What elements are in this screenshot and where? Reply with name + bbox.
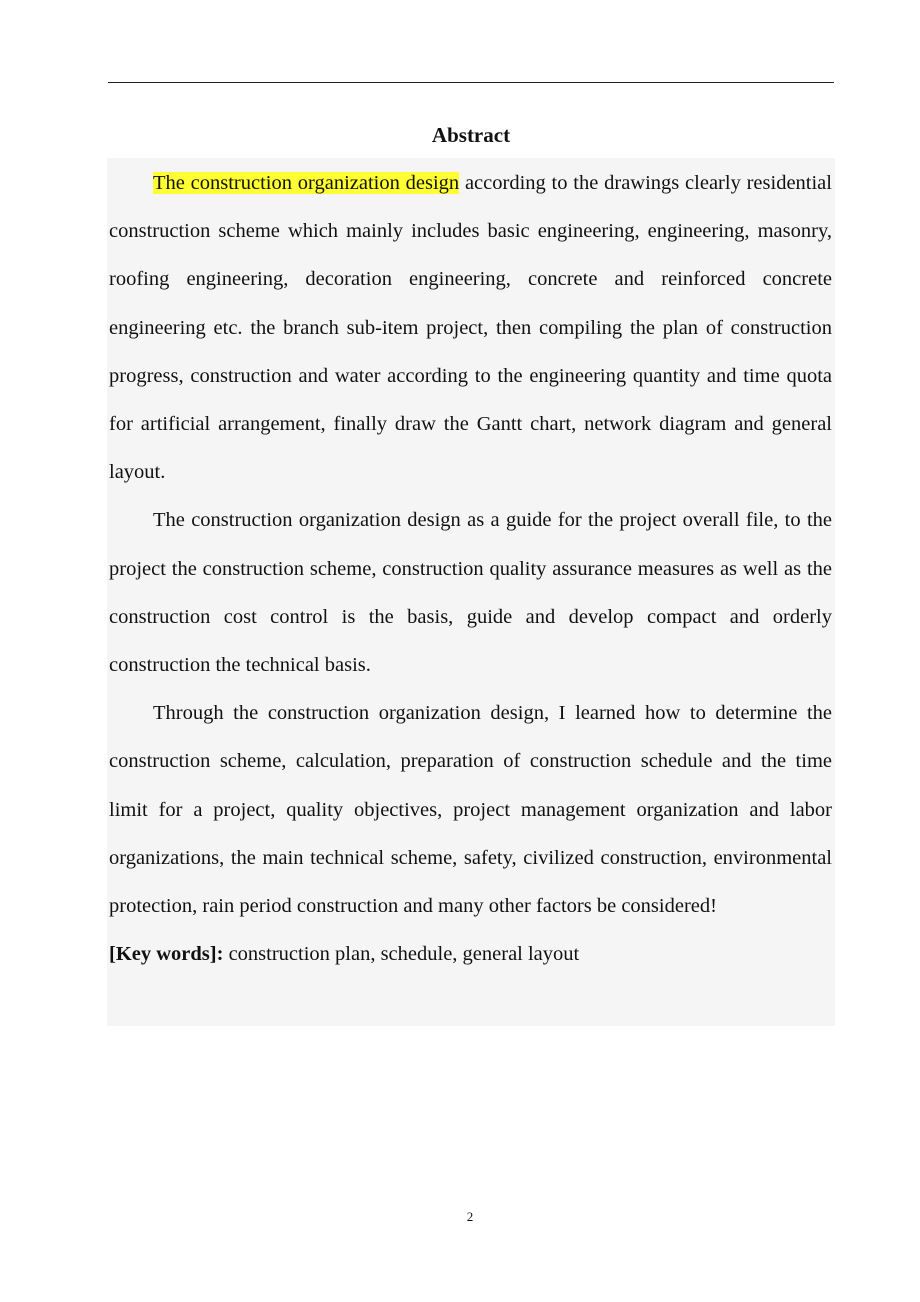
header-rule bbox=[108, 82, 834, 83]
abstract-paragraph-1 bbox=[109, 159, 832, 496]
keywords-text: construction plan, schedule, general layout bbox=[223, 943, 580, 966]
paragraph-1-text: according to the drawings clearly residential construction scheme which mainly includes basic engineering, engineering, masonry, roofing engineering, decoration engineering, concrete and reinforced concrete engineering etc. the branch sub-item project, then compiling the plan of construction progress, construction and water according to the engineering quantity and time quota for artificial arrangement, finally draw the Gantt chart, network diagram and general layout. bbox=[109, 172, 832, 484]
abstract-title: Abstract bbox=[431, 123, 511, 147]
abstract-body bbox=[109, 159, 832, 978]
abstract-paragraph-2: The construction organization design as a guide for the project overall file, to the project the construction scheme, construction quality assurance measures as well as the construction cost control is the basis, guide and develop compact and orderly construction the technical basis. bbox=[109, 509, 832, 677]
abstract-paragraph-3: Through the construction organization design, I learned how to determine the construction scheme, calculation, preparation of construction schedule and the time limit for a project, quality objectives, project management organization and labor organizations, the main technical scheme, safety, civilized construction, environmental protection, rain period construction and many other factors be considered! bbox=[109, 702, 832, 918]
highlighted-phrase: The construction organization design bbox=[153, 172, 460, 194]
keywords-label: [Key words]: bbox=[109, 943, 224, 966]
page-number: 2 bbox=[466, 1209, 474, 1224]
keywords-line bbox=[109, 930, 832, 978]
